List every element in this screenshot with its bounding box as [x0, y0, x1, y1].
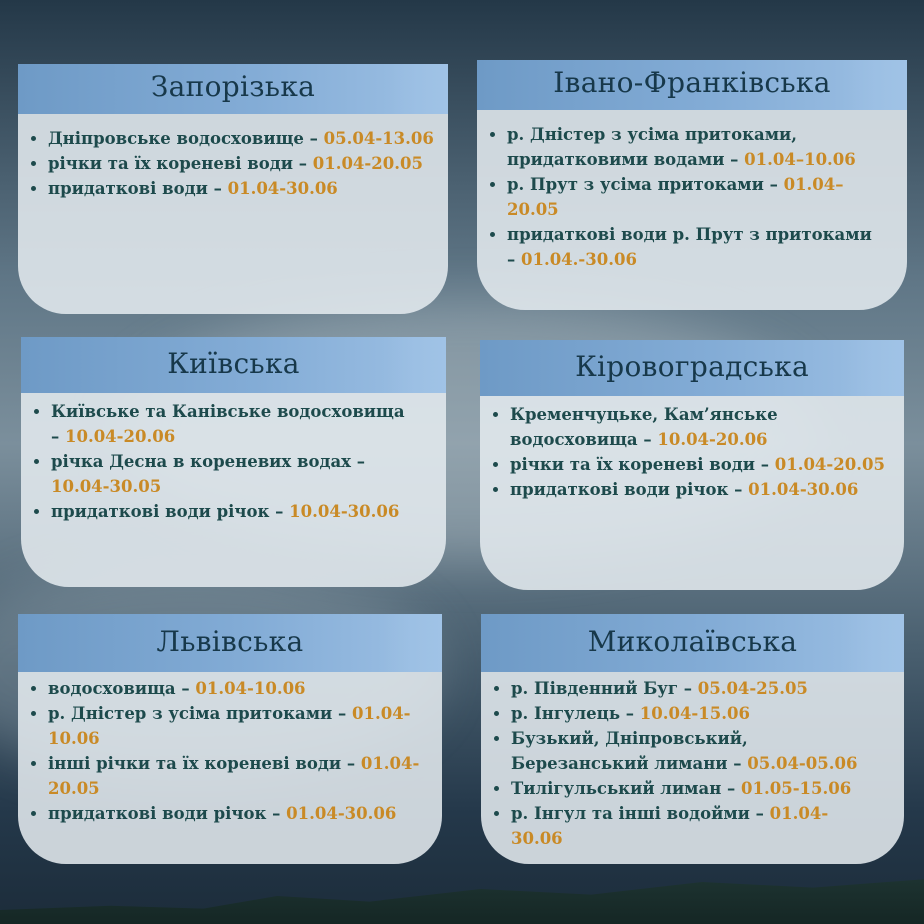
- region-title: Миколаївська: [587, 625, 798, 658]
- region-card-ivano-frankivska: [477, 60, 907, 310]
- list-item: • р. Інгул та інші водойми – 01.04-30.06: [511, 801, 874, 851]
- list-item: • Київське та Канівське водосховища – 10.04-20.06: [51, 399, 406, 449]
- region-card-zaporizka: [18, 64, 448, 314]
- region-card-lvivska: [18, 614, 442, 864]
- list-item: • р. Дністер з усіма притоками – 01.04-10.06: [48, 701, 438, 751]
- fishing-ban-list: [30, 676, 438, 826]
- region-card-kyivska: [21, 337, 446, 587]
- list-item: • Бузький, Дніпровський, Березанський лимани – 05.04-05.06: [511, 726, 874, 776]
- fishing-ban-list: [492, 402, 902, 502]
- list-item: • р. Прут з усіма притоками – 01.04–20.05: [507, 172, 877, 222]
- fishing-ban-list: [33, 399, 406, 524]
- region-title: Запорізька: [150, 70, 316, 103]
- list-item: • водосховища – 01.04-10.06: [48, 676, 438, 701]
- list-item: • р. Інгулець – 10.04-15.06: [511, 701, 874, 726]
- region-title: Львівська: [156, 625, 304, 658]
- list-item: • річка Десна в кореневих водах –10.04-30.05: [51, 449, 406, 499]
- list-item: • придаткові води річок – 10.04-30.06: [51, 499, 406, 524]
- fishing-ban-list: [489, 122, 877, 272]
- list-item: • придаткові води річок – 01.04-30.06: [510, 477, 902, 502]
- list-item: • придаткові води річок – 01.04-30.06: [48, 801, 438, 826]
- list-item: • придаткові води – 01.04-30.06: [48, 176, 442, 201]
- region-card-mykolaivska: [481, 614, 904, 864]
- region-title: Івано-Франківська: [553, 66, 831, 99]
- list-item: • інші річки та їх кореневі води – 01.04-20.05: [48, 751, 438, 801]
- list-item: • Тилігульський лиман – 01.05-15.06: [511, 776, 874, 801]
- background-mountains: [0, 854, 924, 924]
- list-item: • річки та їх кореневі води – 01.04-20.05: [48, 151, 442, 176]
- list-item: • річки та їх кореневі води – 01.04-20.05: [510, 452, 902, 477]
- list-item: • р. Південний Буг – 05.04-25.05: [511, 676, 874, 701]
- region-title: Київська: [167, 347, 300, 380]
- list-item: • придаткові води р. Прут з притоками – 01.04.-30.06: [507, 222, 877, 272]
- list-item: • р. Дністер з усіма притоками, придатковими водами – 01.04–10.06: [507, 122, 877, 172]
- list-item: • Дніпровське водосховище – 05.04-13.06: [48, 126, 442, 151]
- list-item: • Кременчуцьке, Кам’янське водосховища – 10.04-20.06: [510, 402, 902, 452]
- fishing-ban-list: [493, 676, 874, 851]
- region-title: Кіровоградська: [575, 350, 809, 383]
- region-card-kirovohradska: [480, 340, 904, 590]
- fishing-ban-list: [30, 126, 442, 201]
